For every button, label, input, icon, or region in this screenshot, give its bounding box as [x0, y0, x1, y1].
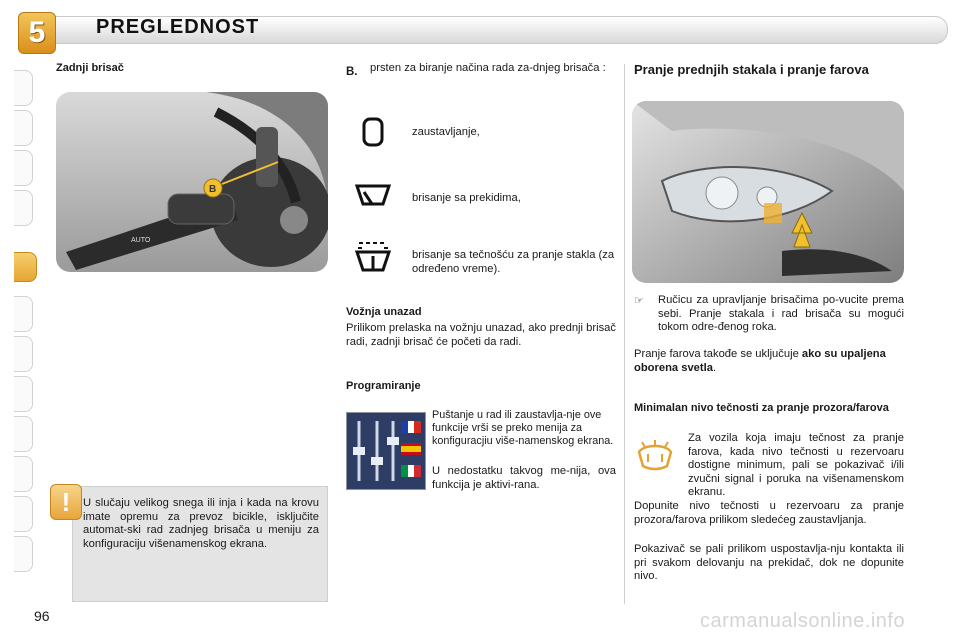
- wiper-stalk-photo: [56, 92, 328, 272]
- min-level-text: [688, 432, 904, 500]
- chapter-tab[interactable]: [14, 190, 33, 226]
- wiper-washer-icon: [354, 240, 388, 274]
- warning-icon: !: [50, 484, 82, 520]
- ring-text: prsten za biranje načina rada za-dnjeg brisača :: [370, 62, 606, 74]
- reverse-text: Prilikom prelaska na vožnju unazad, ako prednji brisač radi, zadnji brisač će početi da radi.: [346, 322, 616, 348]
- warning-note-box: [72, 486, 328, 602]
- mode-label-intermittent: brisanje sa prekidima,: [412, 192, 521, 204]
- mode-label-off: zaustavljanje,: [412, 126, 480, 138]
- front-wash-title: Pranje prednjih stakala i pranje farova: [634, 62, 869, 77]
- page-title: PREGLEDNOST: [96, 16, 260, 38]
- chapter-tab[interactable]: [14, 376, 33, 412]
- chapter-tabs: [14, 70, 32, 575]
- mode-label-washer: brisanje sa tečnošću za pranje stakla (za određeno vreme).: [412, 249, 615, 275]
- min-level-title: Minimalan nivo tečnosti za pranje prozora/farova: [634, 402, 889, 414]
- wiper-intermittent-icon: [354, 180, 388, 214]
- chapter-tab[interactable]: [14, 496, 33, 532]
- warning-note-text: U slučaju velikog snega ili inja i kada na krovu imate opremu za prevoz bicikle, isključite automat-ski rad zadnjeg brisača u meniju za konfiguraciju višenamenskog ekrana.: [83, 497, 319, 550]
- programming-title: Programiranje: [346, 380, 421, 392]
- chapter-tab[interactable]: [14, 336, 33, 372]
- chapter-tab-active[interactable]: [14, 252, 37, 282]
- rear-wiper-title: Zadnji brisač: [56, 62, 124, 74]
- washer-fluid-low-icon: [634, 438, 676, 474]
- callout-b-label: B: [209, 184, 217, 195]
- chapter-tab[interactable]: [14, 456, 33, 492]
- headlamp-photo: [632, 101, 904, 283]
- watermark: carmanualsonline.info: [700, 610, 906, 632]
- chapter-tab[interactable]: [14, 416, 33, 452]
- chapter-tab[interactable]: [14, 70, 33, 106]
- ring-description: [346, 62, 616, 80]
- headlamp-wash-text-start: Pranje farova takođe se uključuje: [634, 348, 799, 360]
- headlamp-wash-condition: ako su upaljena oborena svetla: [634, 348, 886, 374]
- chapter-tab[interactable]: [14, 110, 33, 146]
- settings-menu-picture: [346, 412, 426, 490]
- wiper-off-icon: [356, 115, 390, 149]
- chapter-tab[interactable]: [14, 296, 33, 332]
- chapter-tab[interactable]: [14, 150, 33, 186]
- programming-text-1: Puštanje u rad ili zaustavlja-nje ove funkcije vrši se preko menija za konfiguracjiu više-namenskog ekrana.: [432, 409, 614, 447]
- min-level-indicator-text: Pokazivač se pali prilikom uspostavlja-nju kontakta ili pri svakom delovanju na prekidač, dok ne dopunite nivo.: [634, 543, 904, 582]
- wiper-stalk-illustration: [56, 92, 328, 272]
- svg-text:AUTO: AUTO: [131, 237, 151, 244]
- column-divider: [624, 64, 625, 604]
- reverse-title: Vožnja unazad: [346, 306, 422, 318]
- chapter-number-badge: 5: [18, 12, 56, 54]
- min-level-refill-text: Dopunite nivo tečnosti u rezervoaru za pranje prozora/farova prilikom sledećeg zaustavljanja.: [634, 500, 904, 526]
- headlamp-wash-text: [634, 348, 904, 375]
- bullet-icon: ☞: [634, 295, 644, 307]
- chapter-tab[interactable]: [14, 536, 33, 572]
- headlamp-wash-text-end: .: [712, 361, 717, 374]
- page-number: 96: [34, 608, 50, 624]
- programming-text-2: U nedostatku takvog me-nija, ova funkcija je aktivi-rana.: [432, 465, 616, 491]
- bullet-text: Ručicu za upravljanje brisačima po-vucite prema sebi. Pranje stakala i rad brisača su mogući tokom odre-đenog roka.: [658, 294, 904, 333]
- min-level-text-body: Za vozila koja imaju tečnost za pranje farova, kada nivo tečnosti u rezervoaru dostigne minimum, pali se pokazivač i/ili zvučni signal i poruka na višenamenskom ekranu.: [688, 432, 904, 498]
- ring-label: B.: [346, 66, 358, 78]
